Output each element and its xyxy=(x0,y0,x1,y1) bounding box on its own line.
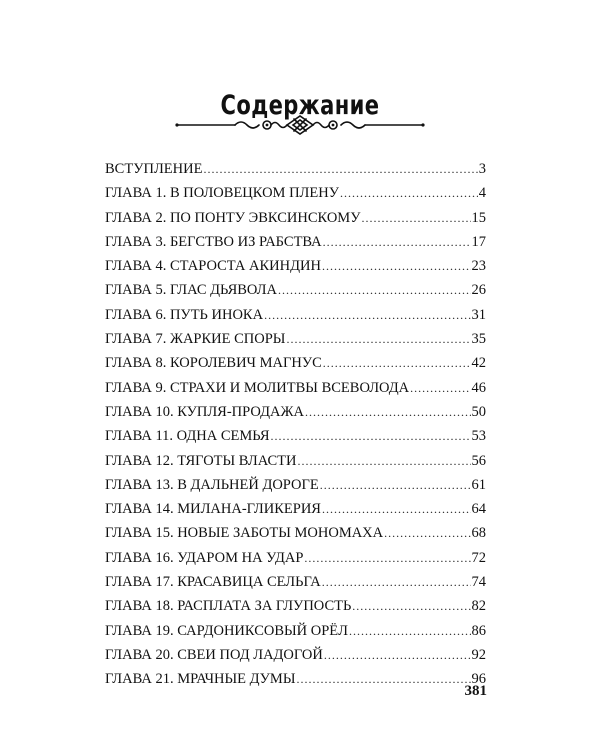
toc-entry-page: 56 xyxy=(471,452,486,469)
dot-leader xyxy=(286,327,470,351)
toc-entry xyxy=(105,230,486,254)
toc-entry-title: ГЛАВА 7. ЖАРКИЕ СПОРЫ xyxy=(105,331,286,348)
toc-entry-page: 86 xyxy=(471,622,486,639)
toc-entry xyxy=(105,449,486,473)
toc-entry-title: ГЛАВА 4. СТАРОСТА АКИНДИН xyxy=(105,258,321,275)
dot-leader xyxy=(349,619,471,643)
toc-entry-page: 92 xyxy=(471,646,486,663)
toc-entry-page: 96 xyxy=(471,671,486,688)
dot-leader xyxy=(264,303,470,327)
toc-entry-title: ГЛАВА 18. РАСПЛАТА ЗА ГЛУПОСТЬ xyxy=(105,598,352,615)
toc-entry xyxy=(105,570,486,594)
toc-entry-title: ГЛАВА 8. КОРОЛЕВИЧ МАГНУС xyxy=(105,355,322,372)
toc-entry-page: 61 xyxy=(471,476,486,493)
dot-leader xyxy=(410,376,470,400)
dot-leader xyxy=(323,351,471,375)
toc-entry-page: 3 xyxy=(478,161,486,177)
toc-entry-page: 26 xyxy=(471,282,486,299)
toc-entry xyxy=(105,303,486,327)
toc-entry xyxy=(105,594,486,618)
toc-entry-page: 82 xyxy=(471,598,486,615)
toc-entry-title: ГЛАВА 11. ОДНА СЕМЬЯ xyxy=(105,428,270,445)
dot-leader xyxy=(324,643,471,667)
toc-entry-title: ГЛАВА 19. САРДОНИКСОВЫЙ ОРЁЛ xyxy=(105,622,348,639)
toc-entry-title: ГЛАВА 5. ГЛАС ДЬЯВОЛА xyxy=(105,282,277,299)
dot-leader xyxy=(278,278,471,302)
toc-entry xyxy=(105,424,486,448)
dot-leader xyxy=(352,594,470,618)
dot-leader xyxy=(322,570,471,594)
toc-entry-page: 42 xyxy=(471,355,486,372)
toc-entry-title: ГЛАВА 9. СТРАХИ И МОЛИТВЫ ВСЕВОЛОДА xyxy=(105,379,410,396)
toc-entry xyxy=(105,376,486,400)
toc-entry-page: 72 xyxy=(471,549,486,566)
table-of-contents xyxy=(105,157,486,692)
dot-leader xyxy=(323,230,471,254)
toc-entry-page: 68 xyxy=(471,525,486,542)
toc-entry-title: ГЛАВА 2. ПО ПОНТУ ЭВКСИНСКОМУ xyxy=(105,209,361,226)
toc-entry-title: ГЛАВА 1. В ПОЛОВЕЦКОМ ПЛЕНУ xyxy=(105,185,339,202)
toc-entry xyxy=(105,327,486,351)
toc-entry-title: ГЛАВА 10. КУПЛЯ-ПРОДАЖА xyxy=(105,403,304,420)
toc-entry xyxy=(105,497,486,521)
toc-entry-page: 31 xyxy=(471,306,486,323)
dot-leader xyxy=(271,424,471,448)
toc-entry-title: ГЛАВА 13. В ДАЛЬНЕЙ ДОРОГЕ xyxy=(105,476,319,493)
toc-entry xyxy=(105,206,486,230)
toc-entry-page: 4 xyxy=(478,185,486,202)
toc-entry-page: 23 xyxy=(471,258,486,275)
dot-leader xyxy=(304,546,470,570)
toc-entry-title: ГЛАВА 16. УДАРОМ НА УДАР xyxy=(105,549,304,566)
toc-entry xyxy=(105,473,486,497)
toc-entry xyxy=(105,351,486,375)
toc-entry-page: 53 xyxy=(471,428,486,445)
dot-leader xyxy=(305,400,471,424)
decorative-divider-icon xyxy=(175,113,425,137)
toc-entry xyxy=(105,278,486,302)
dot-leader xyxy=(340,181,478,205)
toc-entry-title: ГЛАВА 20. СВЕИ ПОД ЛАДОГОЙ xyxy=(105,646,323,663)
dot-leader xyxy=(322,497,471,521)
toc-entry-page: 17 xyxy=(471,233,486,250)
toc-entry xyxy=(105,521,486,545)
toc-entry-page: 15 xyxy=(471,209,486,226)
toc-entry-page: 64 xyxy=(471,501,486,518)
toc-entry xyxy=(105,643,486,667)
toc-entry xyxy=(105,619,486,643)
toc-entry-page: 35 xyxy=(471,331,486,348)
page-number: 381 xyxy=(464,683,487,699)
toc-entry-page: 50 xyxy=(471,403,486,420)
toc-entry-title: ГЛАВА 14. МИЛАНА-ГЛИКЕРИЯ xyxy=(105,501,321,518)
toc-entry-title: ГЛАВА 21. МРАЧНЫЕ ДУМЫ xyxy=(105,671,296,688)
dot-leader xyxy=(320,473,471,497)
toc-entry xyxy=(105,181,486,205)
toc-entry-title: ГЛАВА 15. НОВЫЕ ЗАБОТЫ МОНОМАХА xyxy=(105,525,384,542)
dot-leader xyxy=(296,667,470,691)
toc-entry xyxy=(105,667,486,691)
dot-leader xyxy=(203,157,477,181)
toc-entry xyxy=(105,546,486,570)
toc-entry-title: ГЛАВА 12. ТЯГОТЫ ВЛАСТИ xyxy=(105,452,297,469)
toc-entry-page: 74 xyxy=(471,574,486,591)
toc-entry-title: ГЛАВА 3. БЕГСТВО ИЗ РАБСТВА xyxy=(105,233,322,250)
toc-entry xyxy=(105,400,486,424)
toc-entry-title: ГЛАВА 17. КРАСАВИЦА СЕЛЬГА xyxy=(105,574,321,591)
dot-leader xyxy=(322,254,471,278)
toc-entry xyxy=(105,254,486,278)
dot-leader xyxy=(361,206,470,230)
dot-leader xyxy=(384,521,470,545)
dot-leader xyxy=(298,449,471,473)
toc-entry-page: 46 xyxy=(471,379,486,396)
toc-entry-title: ВСТУПЛЕНИЕ xyxy=(105,161,203,177)
toc-entry xyxy=(105,157,486,181)
page-title: Содержание xyxy=(220,90,380,122)
toc-entry-title: ГЛАВА 6. ПУТЬ ИНОКА xyxy=(105,306,264,323)
